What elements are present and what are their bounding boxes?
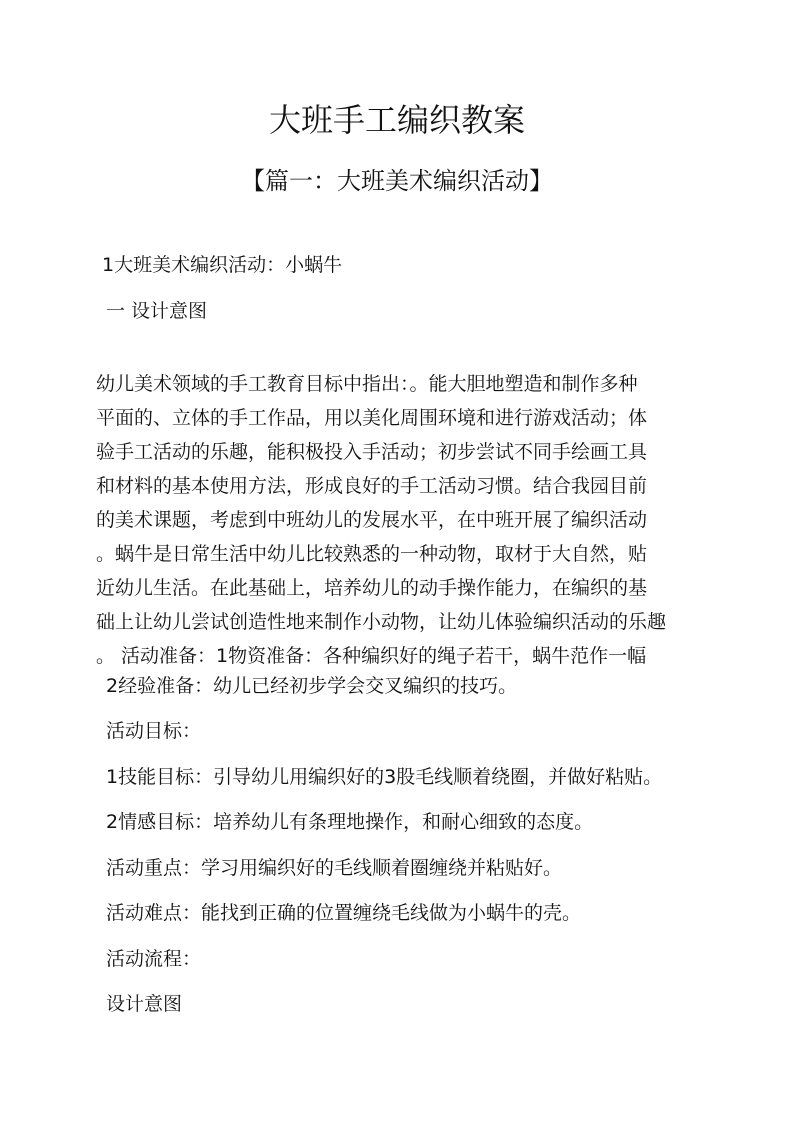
document-title: 大班手工编织教案 <box>268 101 525 139</box>
paragraph-line: 。蜗牛是日常生活中幼儿比较熟悉的一种动物，取材于大自然，贴 <box>96 543 648 565</box>
design-intent-footer: 设计意图 <box>106 993 183 1015</box>
paragraph-line: 。 活动准备：1物资准备：各种编织好的绳子若干，蜗牛范作一幅 <box>96 645 647 667</box>
paragraph-line: 验手工活动的乐趣，能积极投入手活动；初步尝试不同手绘画工具 <box>96 441 648 463</box>
paragraph-line: 的美术课题，考虑到中班幼儿的发展水平，在中班开展了编织活动 <box>96 509 648 531</box>
paragraph-line: 近幼儿生活。在此基础上，培养幼儿的动手操作能力，在编织的基 <box>96 577 648 599</box>
section-heading: 1大班美术编织活动：小蜗牛 <box>102 254 343 276</box>
process-heading: 活动流程： <box>106 948 202 970</box>
key-point: 活动重点：学习用编织好的毛线顺着圈缠绕并粘贴好。 <box>106 857 563 879</box>
paragraph-line: 平面的、立体的手工作品，用以美化周围环境和进行游戏活动；体 <box>96 407 648 429</box>
paragraph-line: 础上让幼儿尝试创造性地来制作小动物，让幼儿体验编织活动的乐趣 <box>96 611 667 633</box>
intro-paragraph <box>96 367 704 673</box>
paragraph-line: 和材料的基本使用方法，形成良好的手工活动习惯。结合我园目前 <box>96 475 648 497</box>
goal-emotion: 2情感目标：培养幼儿有条理地操作，和耐心细致的态度。 <box>106 811 594 833</box>
experience-prep: 2经验准备：幼儿已经初步学会交叉编织的技巧。 <box>106 675 518 697</box>
goal-skill: 1技能目标：引导幼儿用编织好的3股毛线顺着绕圈，并做好粘贴。 <box>106 766 663 788</box>
design-intent-heading: 一 设计意图 <box>106 300 208 322</box>
goals-heading: 活动目标： <box>106 720 202 742</box>
paragraph-line: 幼儿美术领域的手工教育目标中指出：。能大胆地塑造和制作多种 <box>96 373 638 395</box>
difficulty: 活动难点：能找到正确的位置缠绕毛线做为小蜗牛的壳。 <box>106 902 582 924</box>
document-subtitle: 【篇一：大班美术编织活动】 <box>241 167 553 195</box>
